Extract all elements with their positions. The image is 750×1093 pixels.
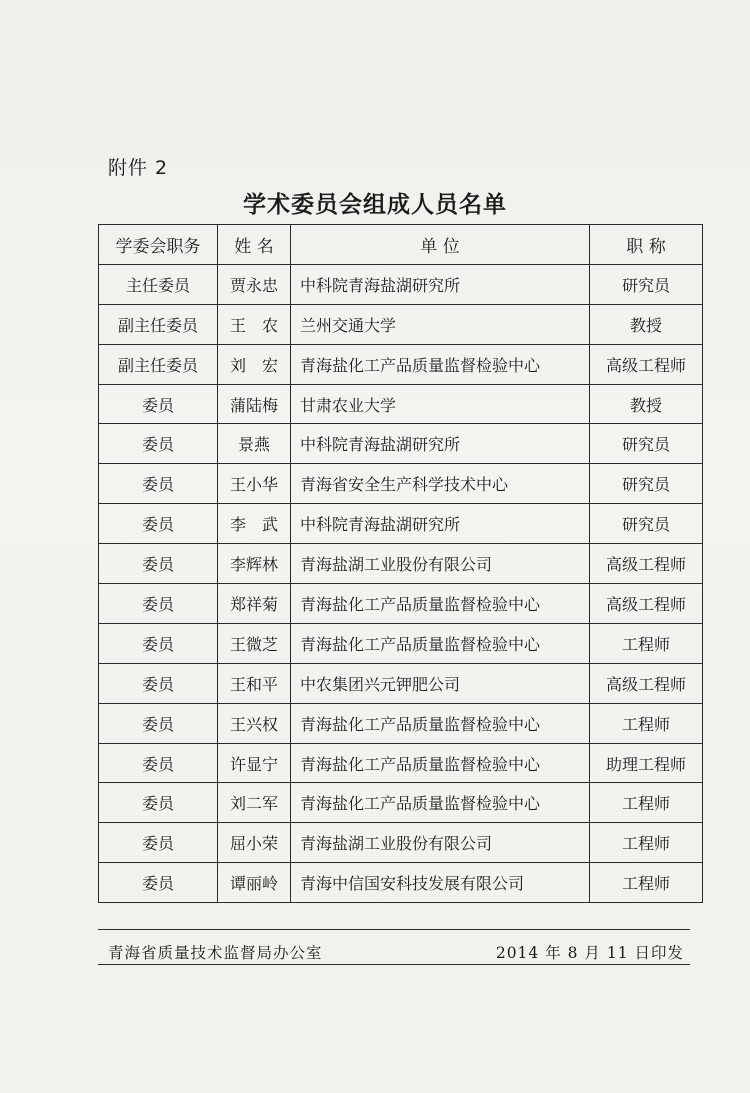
cell-role: 委员 bbox=[99, 584, 218, 624]
issue-date: 2014 年 8 月 11 日印发 bbox=[495, 944, 684, 962]
cell-title: 高级工程师 bbox=[590, 663, 703, 703]
cell-role: 委员 bbox=[99, 384, 218, 424]
cell-role: 主任委员 bbox=[99, 264, 218, 304]
cell-unit: 青海盐化工产品质量监督检验中心 bbox=[291, 743, 590, 783]
cell-role: 委员 bbox=[99, 703, 218, 743]
cell-unit: 青海盐化工产品质量监督检验中心 bbox=[291, 703, 590, 743]
table-row bbox=[99, 504, 703, 544]
table-row bbox=[99, 783, 703, 823]
cell-title: 工程师 bbox=[590, 703, 703, 743]
cell-role: 委员 bbox=[99, 783, 218, 823]
table-row bbox=[99, 344, 703, 384]
cell-unit: 中科院青海盐湖研究所 bbox=[291, 424, 590, 464]
cell-title: 研究员 bbox=[590, 504, 703, 544]
cell-role: 委员 bbox=[99, 464, 218, 504]
cell-unit: 青海盐化工产品质量监督检验中心 bbox=[291, 584, 590, 624]
table-row bbox=[99, 464, 703, 504]
cell-name: 郑祥菊 bbox=[218, 584, 291, 624]
cell-role: 委员 bbox=[99, 823, 218, 863]
table-row bbox=[99, 584, 703, 624]
cell-title: 研究员 bbox=[590, 464, 703, 504]
footer-divider-top bbox=[98, 929, 690, 930]
cell-name: 谭丽岭 bbox=[218, 863, 291, 903]
cell-title: 助理工程师 bbox=[590, 743, 703, 783]
cell-unit: 青海盐湖工业股份有限公司 bbox=[291, 823, 590, 863]
cell-title: 工程师 bbox=[590, 863, 703, 903]
cell-name: 李辉林 bbox=[218, 544, 291, 584]
cell-unit: 中科院青海盐湖研究所 bbox=[291, 504, 590, 544]
cell-name: 王兴权 bbox=[218, 703, 291, 743]
cell-name: 李 武 bbox=[218, 504, 291, 544]
cell-name: 王和平 bbox=[218, 663, 291, 703]
table-body bbox=[99, 264, 703, 902]
cell-unit: 青海盐化工产品质量监督检验中心 bbox=[291, 623, 590, 663]
table-row bbox=[99, 663, 703, 703]
table-row bbox=[99, 384, 703, 424]
table-header-row bbox=[99, 225, 703, 265]
cell-name: 刘 宏 bbox=[218, 344, 291, 384]
cell-role: 委员 bbox=[99, 424, 218, 464]
cell-role: 委员 bbox=[99, 863, 218, 903]
cell-role: 委员 bbox=[99, 504, 218, 544]
cell-role: 委员 bbox=[99, 623, 218, 663]
cell-role: 委员 bbox=[99, 743, 218, 783]
cell-role: 副主任委员 bbox=[99, 344, 218, 384]
cell-title: 工程师 bbox=[590, 783, 703, 823]
footer-divider-bottom bbox=[98, 964, 690, 965]
table-row bbox=[99, 743, 703, 783]
cell-unit: 甘肃农业大学 bbox=[291, 384, 590, 424]
cell-role: 委员 bbox=[99, 544, 218, 584]
cell-name: 王小华 bbox=[218, 464, 291, 504]
cell-unit: 青海中信国安科技发展有限公司 bbox=[291, 863, 590, 903]
cell-title: 工程师 bbox=[590, 623, 703, 663]
cell-title: 研究员 bbox=[590, 264, 703, 304]
cell-name: 许显宁 bbox=[218, 743, 291, 783]
header-name: 姓 名 bbox=[218, 225, 291, 265]
cell-unit: 兰州交通大学 bbox=[291, 304, 590, 344]
cell-title: 高级工程师 bbox=[590, 344, 703, 384]
cell-unit: 青海盐化工产品质量监督检验中心 bbox=[291, 344, 590, 384]
table-row bbox=[99, 544, 703, 584]
cell-role: 副主任委员 bbox=[99, 304, 218, 344]
cell-title: 高级工程师 bbox=[590, 584, 703, 624]
cell-title: 工程师 bbox=[590, 823, 703, 863]
cell-unit: 青海盐湖工业股份有限公司 bbox=[291, 544, 590, 584]
cell-name: 蒲陆梅 bbox=[218, 384, 291, 424]
header-role: 学委会职务 bbox=[99, 225, 218, 265]
table-row bbox=[99, 304, 703, 344]
cell-unit: 青海省安全生产科学技术中心 bbox=[291, 464, 590, 504]
cell-unit: 中科院青海盐湖研究所 bbox=[291, 264, 590, 304]
cell-name: 景燕 bbox=[218, 424, 291, 464]
attachment-label: 附件 2 bbox=[108, 157, 169, 179]
committee-roster-table bbox=[98, 224, 703, 903]
cell-unit: 中农集团兴元钾肥公司 bbox=[291, 663, 590, 703]
cell-title: 高级工程师 bbox=[590, 544, 703, 584]
cell-name: 王微芝 bbox=[218, 623, 291, 663]
cell-name: 屈小荣 bbox=[218, 823, 291, 863]
document-title: 学术委员会组成人员名单 bbox=[243, 191, 507, 218]
header-unit: 单 位 bbox=[291, 225, 590, 265]
table-row bbox=[99, 703, 703, 743]
table-row bbox=[99, 623, 703, 663]
cell-title: 教授 bbox=[590, 304, 703, 344]
cell-name: 王 农 bbox=[218, 304, 291, 344]
cell-role: 委员 bbox=[99, 663, 218, 703]
cell-title: 研究员 bbox=[590, 424, 703, 464]
table-row bbox=[99, 264, 703, 304]
table-row bbox=[99, 424, 703, 464]
table-row bbox=[99, 863, 703, 903]
cell-title: 教授 bbox=[590, 384, 703, 424]
header-title: 职 称 bbox=[590, 225, 703, 265]
table-row bbox=[99, 823, 703, 863]
cell-unit: 青海盐化工产品质量监督检验中心 bbox=[291, 783, 590, 823]
issuing-office: 青海省质量技术监督局办公室 bbox=[108, 944, 323, 962]
cell-name: 刘二军 bbox=[218, 783, 291, 823]
cell-name: 贾永忠 bbox=[218, 264, 291, 304]
